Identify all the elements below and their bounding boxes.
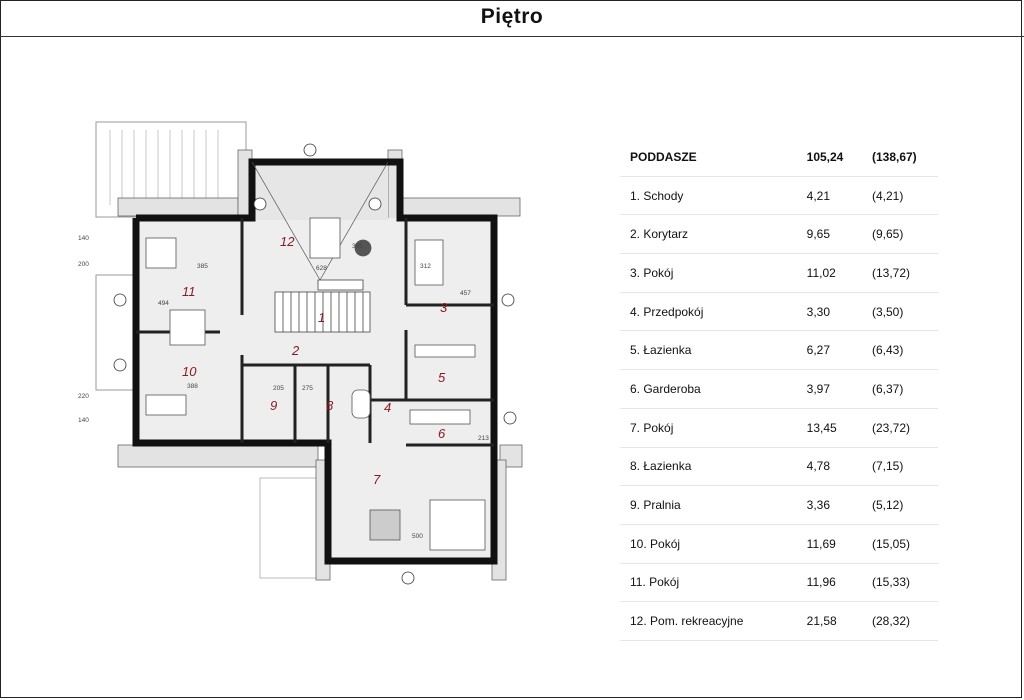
- room-name: 11. Pokój: [620, 563, 801, 602]
- dimension-label: 395: [352, 243, 363, 250]
- room-name: 9. Pralnia: [620, 486, 801, 525]
- room-net-area: 9,65: [801, 215, 872, 254]
- dimension-label: 500: [412, 533, 423, 540]
- room-net-area: 13,45: [801, 408, 872, 447]
- room-name: 8. Łazienka: [620, 447, 801, 486]
- room-name: 2. Korytarz: [620, 215, 801, 254]
- room-gross-area: (9,65): [872, 215, 938, 254]
- room-net-area: 11,02: [801, 254, 872, 293]
- side-balcony: [96, 275, 136, 390]
- table-row: [620, 331, 938, 370]
- eave-bottom-left: [118, 445, 318, 467]
- dimension-label: 213: [478, 435, 489, 442]
- table-row: [620, 524, 938, 563]
- room-gross-area: (6,37): [872, 370, 938, 409]
- room-net-area: 4,21: [801, 176, 872, 215]
- dimension-label: 457: [460, 290, 471, 297]
- table-row: [620, 254, 938, 293]
- room-number-4: 4: [384, 400, 392, 415]
- room-net-area: 3,36: [801, 486, 872, 525]
- dimension-label: 140: [78, 417, 89, 424]
- room-number-10: 10: [182, 364, 197, 379]
- room-number-12: 12: [280, 234, 295, 249]
- room-name: 10. Pokój: [620, 524, 801, 563]
- room-gross-area: (23,72): [872, 408, 938, 447]
- room-net-area: 4,78: [801, 447, 872, 486]
- dimension-label: 385: [197, 263, 208, 270]
- floor-plan-drawing: [70, 100, 530, 600]
- eave-top-right: [400, 198, 520, 216]
- dimension-label: 220: [78, 393, 89, 400]
- room-name: 5. Łazienka: [620, 331, 801, 370]
- room-number-9: 9: [270, 398, 278, 413]
- header-net-area: 105,24: [801, 138, 872, 176]
- room-number-7: 7: [373, 472, 381, 487]
- room-number-5: 5: [438, 370, 446, 385]
- room-name: 1. Schody: [620, 176, 801, 215]
- dimension-label: 275: [302, 385, 313, 392]
- room-gross-area: (6,43): [872, 331, 938, 370]
- table-row: [620, 486, 938, 525]
- room-gross-area: (15,05): [872, 524, 938, 563]
- room-name: 7. Pokój: [620, 408, 801, 447]
- dimension-label: 388: [187, 383, 198, 390]
- room-gross-area: (13,72): [872, 254, 938, 293]
- table-row: [620, 292, 938, 331]
- room-gross-area: (3,50): [872, 292, 938, 331]
- room-number-3: 3: [440, 300, 448, 315]
- room-gross-area: (15,33): [872, 563, 938, 602]
- room-gross-area: (7,15): [872, 447, 938, 486]
- table-row: [620, 370, 938, 409]
- table-row: [620, 176, 938, 215]
- table-row: [620, 408, 938, 447]
- dimension-label: 205: [273, 385, 284, 392]
- floor-area-recreation: [252, 162, 388, 220]
- eave-top-left: [118, 198, 238, 216]
- table-row: [620, 215, 938, 254]
- room-net-area: 11,96: [801, 563, 872, 602]
- room-number-6: 6: [438, 426, 446, 441]
- room-gross-area: (28,32): [872, 602, 938, 641]
- dimension-label: 494: [158, 300, 169, 307]
- header-name: PODDASZE: [620, 138, 801, 176]
- room-gross-area: (5,12): [872, 486, 938, 525]
- room-net-area: 11,69: [801, 524, 872, 563]
- area-table: [620, 138, 938, 641]
- room-number-1: 1: [318, 310, 326, 325]
- room-name: 3. Pokój: [620, 254, 801, 293]
- room-name: 12. Pom. rekreacyjne: [620, 602, 801, 641]
- dimension-label: 140: [78, 235, 89, 242]
- room-net-area: 3,30: [801, 292, 872, 331]
- header-gross-area: (138,67): [872, 138, 938, 176]
- floor-plan: [70, 100, 530, 600]
- room-net-area: 3,97: [801, 370, 872, 409]
- dimension-label: 628: [316, 265, 327, 272]
- page-title: Piętro: [480, 5, 544, 28]
- dimension-label: 200: [78, 261, 89, 268]
- room-name: 6. Garderoba: [620, 370, 801, 409]
- room-net-area: 6,27: [801, 331, 872, 370]
- page-header: [0, 0, 1024, 37]
- lower-terrace: [260, 478, 320, 578]
- room-gross-area: (4,21): [872, 176, 938, 215]
- dimension-label: 312: [420, 263, 431, 270]
- table-row: [620, 447, 938, 486]
- room-number-8: 8: [326, 398, 334, 413]
- room-name: 4. Przedpokój: [620, 292, 801, 331]
- room-number-11: 11: [182, 284, 196, 299]
- table-row: [620, 602, 938, 641]
- room-number-2: 2: [292, 343, 300, 358]
- room-net-area: 21,58: [801, 602, 872, 641]
- table-header-row: [620, 138, 938, 176]
- table-row: [620, 563, 938, 602]
